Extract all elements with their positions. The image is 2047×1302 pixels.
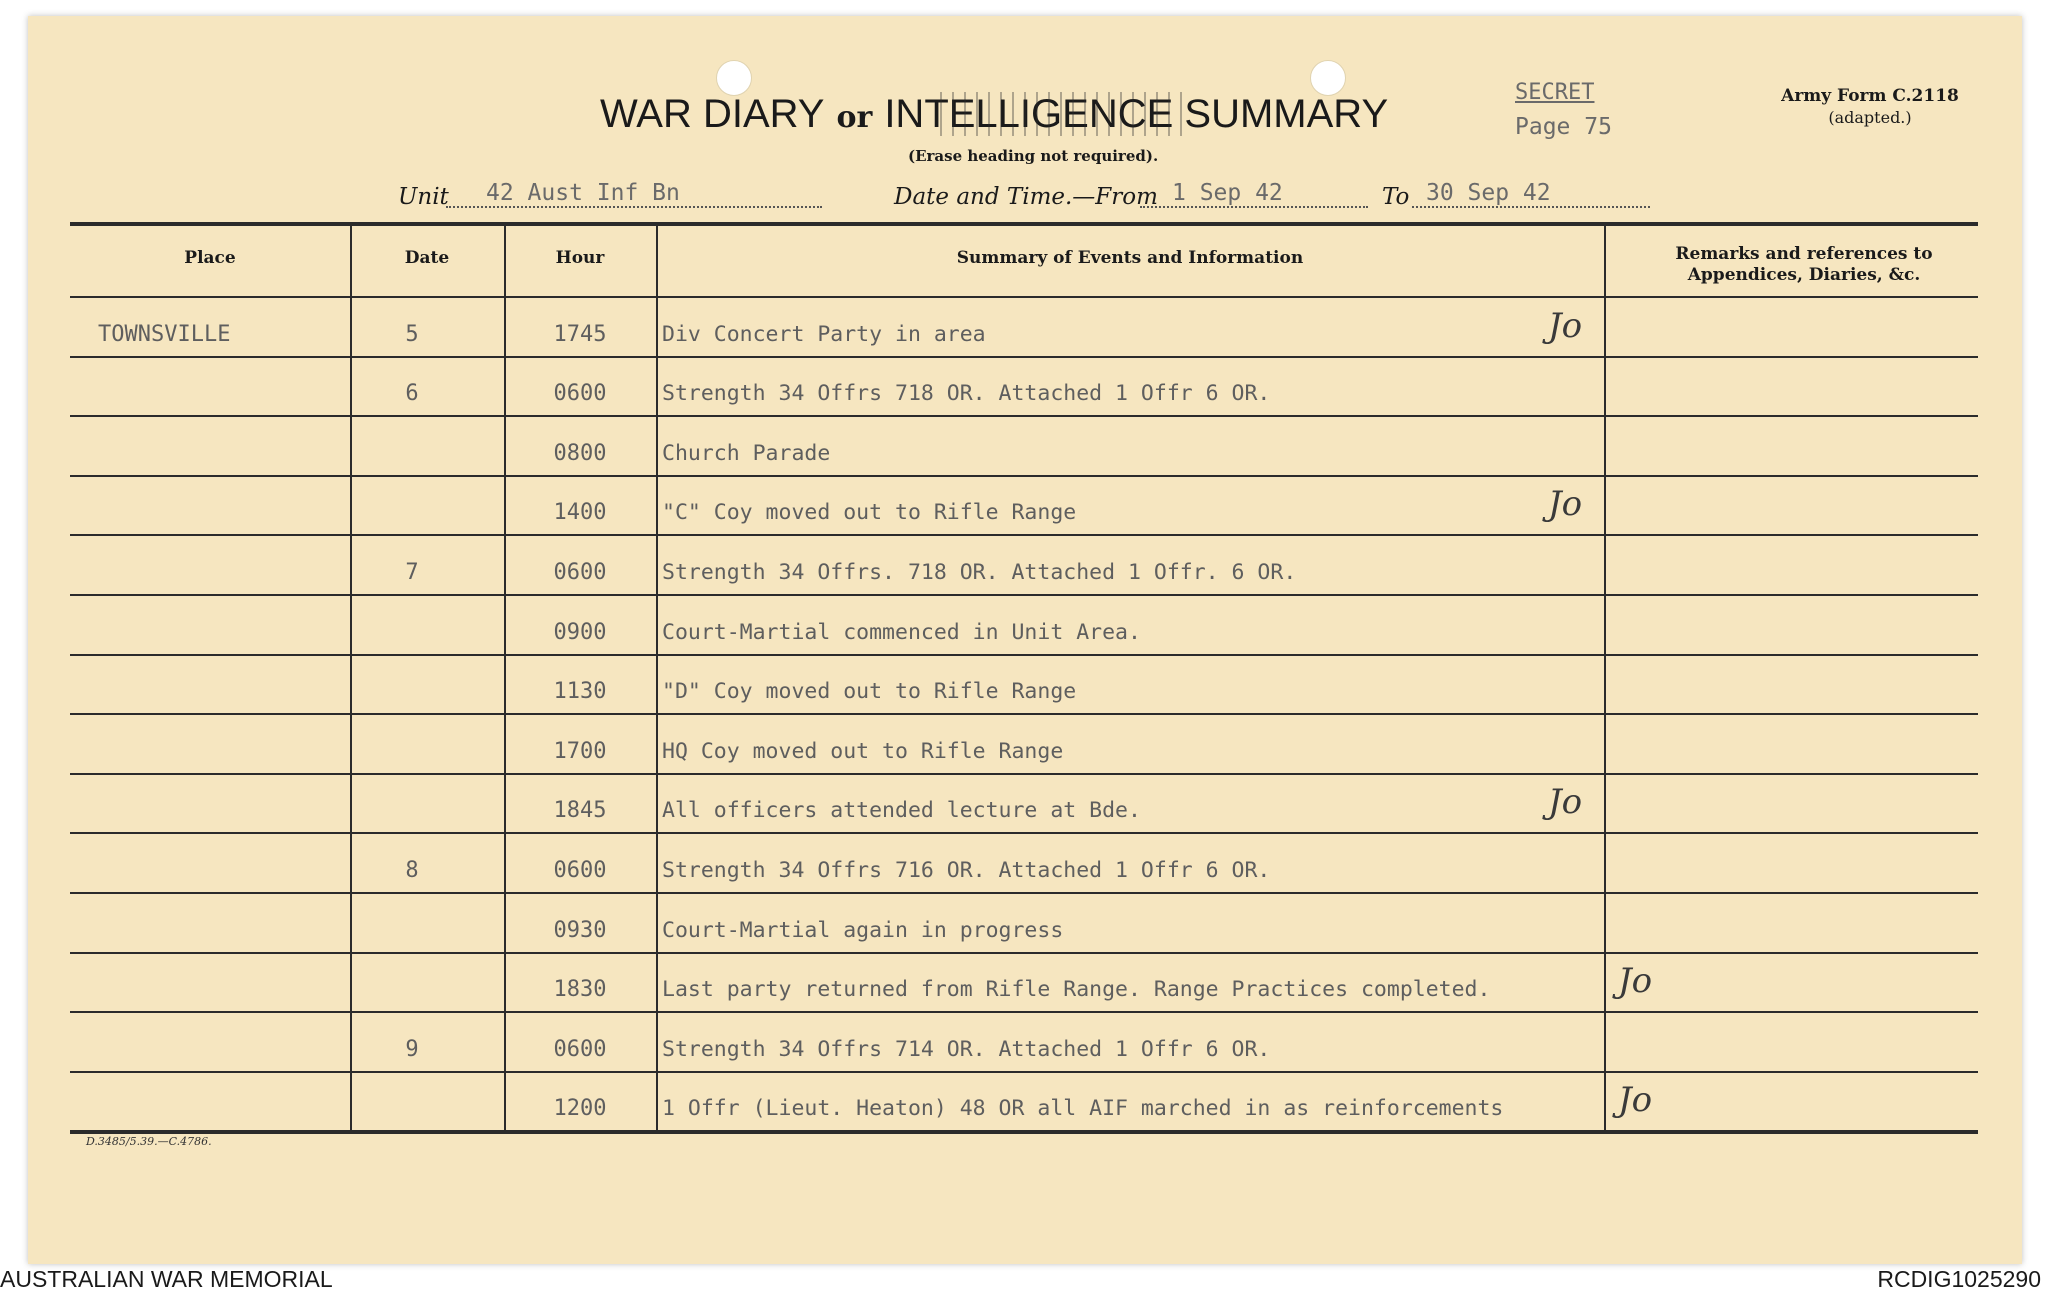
table-top-rule — [70, 222, 1978, 226]
summary-cell: Court-Martial commenced in Unit Area. — [662, 619, 1141, 645]
date-cell: 9 — [405, 1036, 419, 1062]
table-row — [70, 892, 1978, 952]
erase-note: (Erase heading not required). — [908, 147, 1159, 165]
table-row — [70, 475, 1978, 535]
table-row — [70, 713, 1978, 773]
hour-cell: 1745 — [553, 321, 607, 347]
title-or: or — [836, 100, 873, 135]
col-header-date: Date — [404, 248, 450, 268]
summary-cell: Last party returned from Rifle Range. Range Practices completed. — [662, 977, 1491, 1003]
footer-institution: AUSTRALIAN WAR MEMORIAL — [0, 1266, 333, 1292]
summary-cell: Church Parade — [662, 440, 831, 466]
col-header-remarks: Remarks and references to Appendices, Diaries, &c. — [1675, 244, 1933, 285]
hour-cell: 1200 — [553, 1096, 607, 1122]
diary-table — [70, 222, 1978, 1134]
footer-record-id: RCDIG1025290 — [1877, 1266, 2041, 1292]
place-cell: TOWNSVILLE — [98, 321, 231, 347]
summary-cell: Strength 34 Offrs 716 OR. Attached 1 Offr 6 OR. — [662, 857, 1271, 883]
table-row — [70, 296, 1978, 356]
hour-cell: 0600 — [553, 381, 607, 407]
punch-hole-right — [1310, 60, 1346, 96]
summary-cell: Div Concert Party in area — [662, 321, 986, 347]
col-header-hour: Hour — [555, 248, 605, 268]
from-dotted-line — [1140, 206, 1368, 208]
unit-dotted-line — [446, 206, 822, 208]
hour-cell: 0600 — [553, 559, 607, 585]
unit-label: Unit — [398, 184, 449, 210]
table-row — [70, 773, 1978, 833]
to-dotted-line — [1412, 206, 1650, 208]
summary-cell: Strength 34 Offrs. 718 OR. Attached 1 Offr. 6 OR. — [662, 559, 1297, 585]
table-row — [70, 832, 1978, 892]
date-cell: 7 — [405, 559, 419, 585]
unit-value: 42 Aust Inf Bn — [486, 180, 680, 206]
army-form-label: Army Form C.2118 — [1781, 86, 1959, 106]
army-form-sub: (adapted.) — [1828, 108, 1912, 127]
title-intelligence-summary: INTELLIGENCE SUMMARY — [884, 92, 1389, 136]
table-row — [70, 356, 1978, 416]
hour-cell: 0600 — [553, 857, 607, 883]
hour-cell: 1700 — [553, 738, 607, 764]
col-header-place: Place — [184, 248, 236, 268]
date-to-label: To — [1382, 184, 1410, 210]
handwritten-initials: Jo — [1618, 961, 1653, 1002]
summary-cell: Strength 34 Offrs 718 OR. Attached 1 Offr 6 OR. — [662, 381, 1271, 407]
date-from-label: Date and Time.—From — [894, 184, 1158, 210]
table-row — [70, 534, 1978, 594]
handwritten-initials: Jo — [1548, 305, 1583, 346]
date-cell: 8 — [405, 857, 419, 883]
summary-cell: 1 Offr (Lieut. Heaton) 48 OR all AIF marched in as reinforcements — [662, 1096, 1504, 1122]
date-cell: 5 — [405, 321, 419, 347]
summary-cell: All officers attended lecture at Bde. — [662, 798, 1141, 824]
date-to-value: 30 Sep 42 — [1426, 180, 1551, 206]
summary-cell: HQ Coy moved out to Rifle Range — [662, 738, 1064, 764]
hour-cell: 1130 — [553, 679, 607, 705]
table-row — [70, 952, 1978, 1012]
summary-cell: Court-Martial again in progress — [662, 917, 1064, 943]
table-bottom-rule — [70, 1130, 1978, 1134]
hour-cell: 0900 — [553, 619, 607, 645]
page-number: Page 75 — [1515, 114, 1612, 140]
handwritten-initials: Jo — [1548, 484, 1583, 525]
hour-cell: 1845 — [553, 798, 607, 824]
table-row — [70, 1011, 1978, 1071]
date-from-value: 1 Sep 42 — [1172, 180, 1283, 206]
table-row — [70, 1071, 1978, 1131]
summary-cell: Strength 34 Offrs 714 OR. Attached 1 Offr 6 OR. — [662, 1036, 1271, 1062]
handwritten-initials: Jo — [1548, 782, 1583, 823]
date-cell: 6 — [405, 381, 419, 407]
print-reference: D.3485/5.39.—C.4786. — [86, 1135, 212, 1148]
col-header-summary: Summary of Events and Information — [956, 248, 1304, 268]
title-war-diary: WAR DIARY — [600, 92, 825, 136]
table-row — [70, 594, 1978, 654]
hour-cell: 0600 — [553, 1036, 607, 1062]
classification-stamp: SECRET — [1515, 80, 1595, 105]
summary-cell: "D" Coy moved out to Rifle Range — [662, 679, 1077, 705]
summary-cell: "C" Coy moved out to Rifle Range — [662, 500, 1077, 526]
army-form-number — [1770, 86, 1970, 128]
handwritten-initials: Jo — [1618, 1080, 1653, 1121]
table-row — [70, 415, 1978, 475]
table-row — [70, 654, 1978, 714]
hour-cell: 0930 — [553, 917, 607, 943]
hour-cell: 0800 — [553, 440, 607, 466]
hour-cell: 1830 — [553, 977, 607, 1003]
hour-cell: 1400 — [553, 500, 607, 526]
punch-hole-left — [716, 60, 752, 96]
form-title — [600, 92, 1560, 152]
